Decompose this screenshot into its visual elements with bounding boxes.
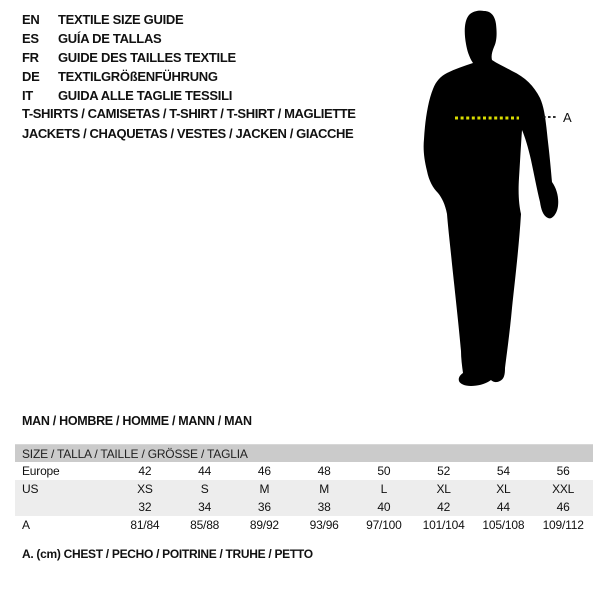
- size-cell: 40: [377, 500, 391, 514]
- size-cell: 105/108: [482, 518, 525, 532]
- language-title: TEXTILE SIZE GUIDE: [58, 12, 184, 27]
- size-cell: 101/104: [422, 518, 465, 532]
- size-cell: 36: [257, 500, 271, 514]
- size-cell: 44: [198, 464, 212, 478]
- language-title: GUIDE DES TAILLES TEXTILE: [58, 50, 236, 65]
- size-cell: 42: [437, 500, 451, 514]
- garment-category-line: JACKETS / CHAQUETAS / VESTES / JACKEN / GIACCHE: [22, 126, 354, 141]
- size-cell: 46: [257, 464, 271, 478]
- size-table-body: [15, 462, 593, 534]
- language-row: [22, 67, 236, 86]
- size-table: [15, 444, 593, 534]
- size-table-header: SIZE / TALLA / TAILLE / GRÖSSE / TAGLIA: [15, 444, 593, 462]
- language-code: DE: [22, 69, 40, 84]
- size-cell: 42: [138, 464, 152, 478]
- language-row: [22, 29, 236, 48]
- size-cell: 89/92: [249, 518, 279, 532]
- size-cell: S: [200, 482, 209, 496]
- size-row-label: Europe: [22, 464, 60, 478]
- language-title: TEXTILGRÖßENFÜHRUNG: [58, 69, 218, 84]
- size-cell: 44: [496, 500, 510, 514]
- language-code: EN: [22, 12, 40, 27]
- size-cell: 81/84: [130, 518, 160, 532]
- size-cell: M: [259, 482, 270, 496]
- size-cell: XS: [137, 482, 153, 496]
- size-cell: L: [380, 482, 388, 496]
- language-title-list: [22, 10, 236, 105]
- language-title: GUÍA DE TALLAS: [58, 31, 162, 46]
- size-cell: 109/112: [542, 518, 584, 532]
- man-figure: [400, 0, 600, 410]
- language-code: ES: [22, 31, 39, 46]
- measure-label-a: A: [563, 110, 572, 125]
- size-cell: 38: [317, 500, 331, 514]
- garment-category-line: T-SHIRTS / CAMISETAS / T-SHIRT / T-SHIRT / MAGLIETTE: [22, 106, 356, 121]
- language-code: IT: [22, 88, 33, 103]
- size-cell: M: [319, 482, 330, 496]
- size-cell: 56: [556, 464, 570, 478]
- size-cell: 93/96: [309, 518, 339, 532]
- size-cell: XXL: [552, 482, 575, 496]
- measurement-footnote: A. (cm) CHEST / PECHO / POITRINE / TRUHE / PETTO: [22, 547, 313, 561]
- language-code: FR: [22, 50, 39, 65]
- size-row-label: US: [22, 482, 39, 496]
- garment-category-list: [22, 106, 356, 146]
- size-row-label: A: [22, 518, 30, 532]
- size-cell: 52: [437, 464, 451, 478]
- size-cell: 85/88: [190, 518, 220, 532]
- language-title: GUIDA ALLE TAGLIE TESSILI: [58, 88, 233, 103]
- language-row: [22, 86, 236, 105]
- size-cell: 34: [198, 500, 212, 514]
- section-heading: MAN / HOMBRE / HOMME / MANN / MAN: [22, 414, 252, 428]
- size-cell: 50: [377, 464, 391, 478]
- size-cell: 48: [317, 464, 331, 478]
- size-table-row: [15, 480, 593, 498]
- language-row: [22, 10, 236, 29]
- size-cell: 54: [496, 464, 510, 478]
- size-cell: 97/100: [366, 518, 402, 532]
- size-cell: 46: [556, 500, 570, 514]
- man-silhouette: [424, 11, 559, 386]
- language-row: [22, 48, 236, 67]
- size-table-row: [15, 516, 593, 534]
- size-table-row: [15, 498, 593, 516]
- size-cell: XL: [436, 482, 451, 496]
- size-cell: 32: [138, 500, 152, 514]
- size-table-row: [15, 462, 593, 480]
- size-cell: XL: [496, 482, 511, 496]
